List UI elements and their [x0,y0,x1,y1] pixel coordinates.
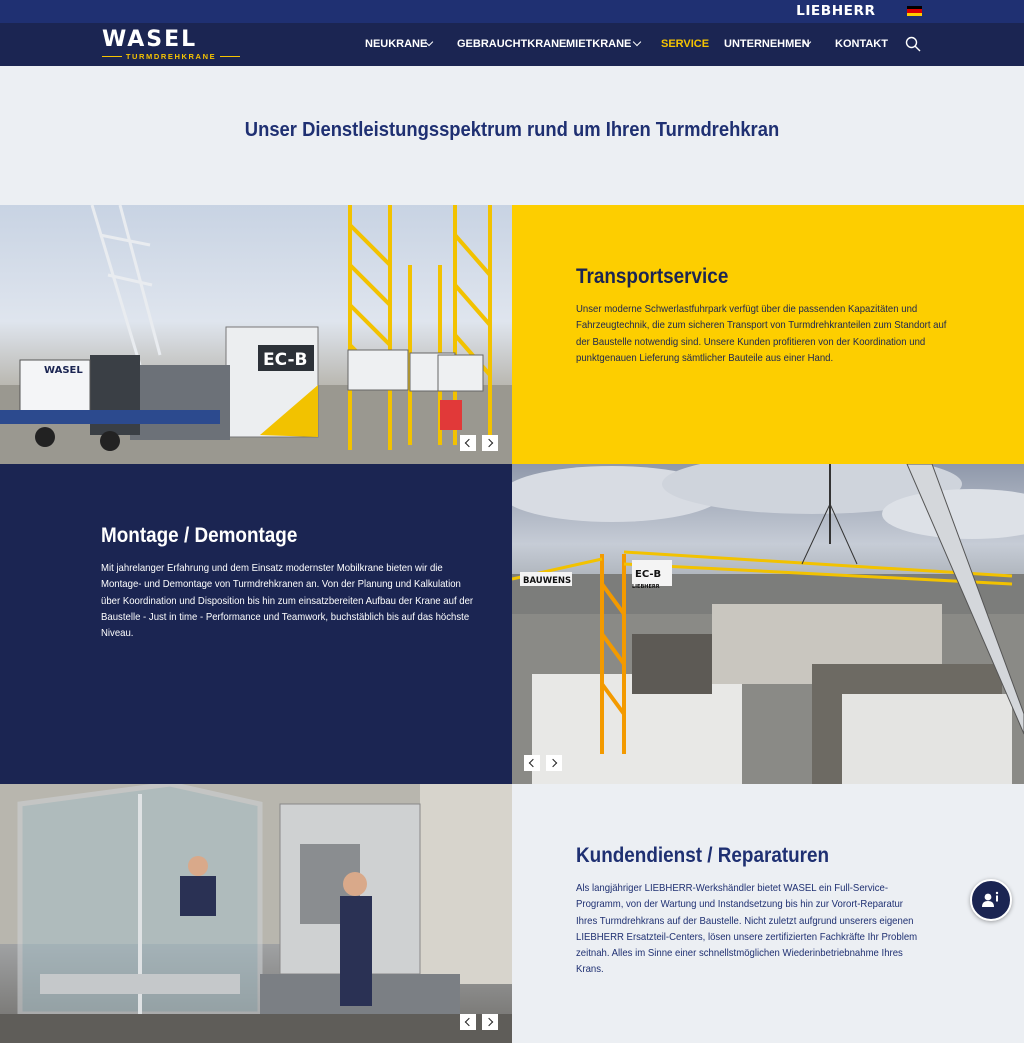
section-title: Kundendienst / Reparaturen [576,844,830,867]
slider-prev-button[interactable] [460,435,476,451]
montage-illustration [512,464,1024,784]
nav-item-gebrauchtkrane[interactable]: GEBRAUCHTKRANE [457,38,567,50]
logo-wordmark: WASEL [102,27,198,52]
slider-prev-button[interactable] [460,1014,476,1030]
chevron-left-icon [465,439,473,447]
chevron-right-icon [485,439,493,447]
section-title: Transportservice [576,265,729,288]
liebherr-jib-label: LIEBHERR [632,584,660,590]
ec-b-label: EC-B [263,350,308,370]
section-body: Mit jahrelanger Erfahrung und dem Einsatz modernster Mobilkrane bieten wir die Montage- und Demontage von Turmdrehkranen an. Von der Planung und Kalkulation über Koordination und Disposition bis hin zum einsatzbereiten Aufbau der Krane auf der Baustelle - Just in time - Performance und Teamwork, buchstäblich bis auf das höchste Niveau. [101,563,474,640]
slider-next-button[interactable] [482,435,498,451]
truck-wasel-label: WASEL [44,365,83,376]
transport-photo [0,205,512,464]
montage-slider-arrows [524,755,562,771]
search-icon[interactable] [905,36,921,52]
german-flag-icon[interactable] [907,6,922,16]
section-title: Montage / Demontage [101,524,298,547]
montage-panel [0,464,512,784]
chevron-left-icon [529,759,537,767]
nav-item-neukrane[interactable]: NEUKRANE [365,38,428,50]
ec-b-label: EC-B [635,569,662,580]
service-panel [512,784,1024,1043]
page-title: Unser Dienstleistungsspektrum rund um Ihren Turmdrehkran [244,119,780,141]
transport-panel [512,205,1024,464]
main-header [0,23,1024,66]
nav-item-unternehmen[interactable]: UNTERNEHMEN [724,38,810,50]
slider-next-button[interactable] [482,1014,498,1030]
transport-illustration [0,205,512,464]
top-bar [0,0,1024,23]
transport-slider-arrows [460,435,498,451]
section-body: Unser moderne Schwerlastfuhrpark verfügt über die passenden Kapazitäten und Fahrzeugtechnik, die zum sicheren Transport von Turmdrehkranteilen zum Standort auf der Baustelle notwendig sind. Unsere Kunden profitieren von der Koordination und punktgenauen Lieferung sämtlicher Bauteile aus einer Hand. [576,304,947,364]
bauwens-label: BAUWENS [523,576,572,586]
contact-person-icon [980,889,1002,911]
contact-button[interactable] [970,879,1012,921]
section-body: Als langjähriger LIEBHERR-Werkshändler bietet WASEL ein Full-Service-Programm, von der Wartung und Instandsetzung bis hin zur Vorort-Reparatur Ihres Turmdrehkrans auf der Baustelle. Nicht zuletzt aufgrund unserers eigenen LIEBHERR Ersatzteil-Centers, lösen unsere zertifizierten Fachkräfte Ihr Problem zeitnah. Alles im Sinne einer schnellstmöglichen Wiederinbetriebnahme Ihres Krans. [576,883,918,976]
service-slider-arrows [460,1014,498,1030]
chevron-right-icon [485,1018,493,1026]
logo-subline-text: TURMDREHKRANE [125,52,217,61]
montage-photo [512,464,1024,784]
service-illustration [0,784,512,1043]
service-photo [0,784,512,1043]
liebherr-logo[interactable]: LIEBHERR [796,4,876,19]
main-nav [0,23,1024,66]
nav-item-kontakt[interactable]: KONTAKT [835,38,888,50]
slider-next-button[interactable] [546,755,562,771]
slider-prev-button[interactable] [524,755,540,771]
chevron-left-icon [465,1018,473,1026]
nav-item-mietkrane[interactable]: MIETKRANE [566,38,632,50]
nav-item-service[interactable]: SERVICE [661,38,710,50]
chevron-down-icon[interactable] [633,38,641,46]
chevron-right-icon [549,759,557,767]
